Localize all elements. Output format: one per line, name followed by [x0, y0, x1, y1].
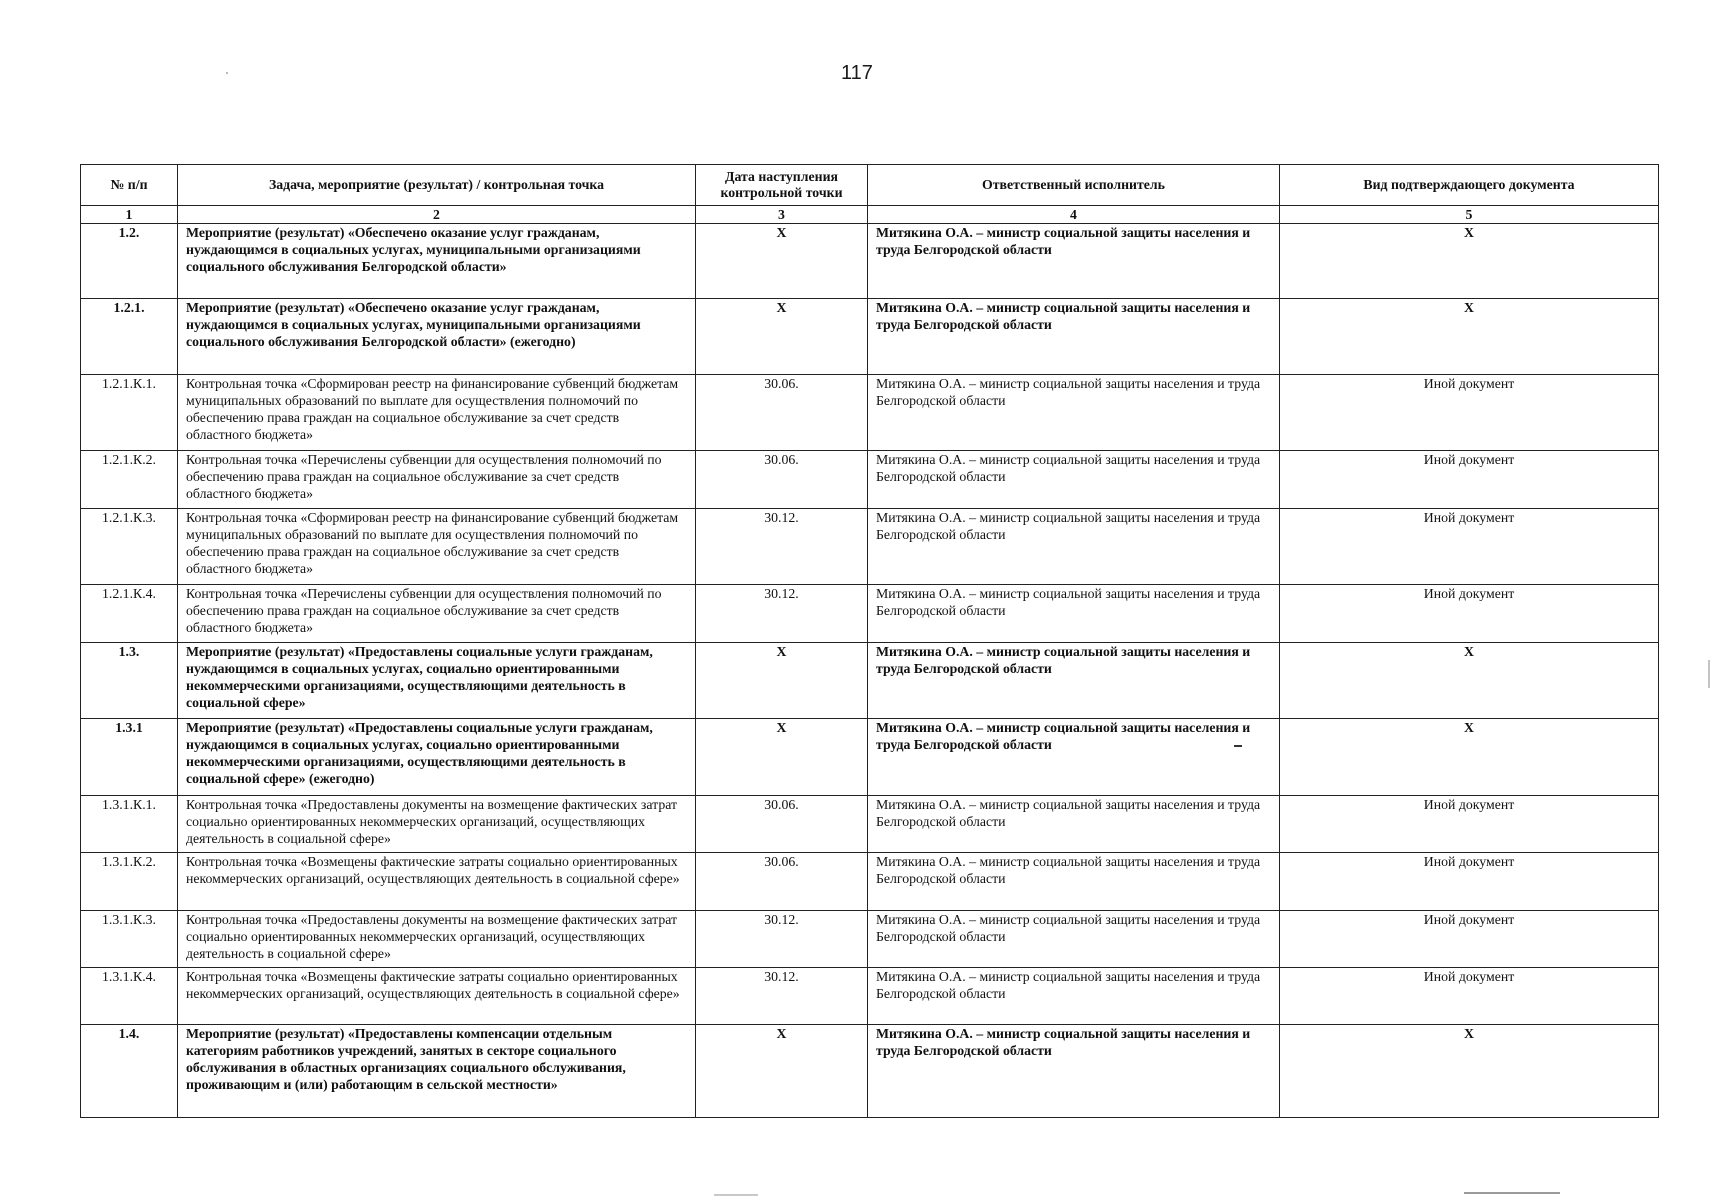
row-document: Х: [1280, 299, 1659, 375]
row-number: 1.2.1.: [81, 299, 178, 375]
table-row: [81, 796, 1659, 853]
table-header-row: [81, 165, 1659, 206]
row-number: 1.3.1.К.3.: [81, 911, 178, 968]
column-number: 2: [178, 206, 696, 224]
scan-mark: [1234, 745, 1242, 747]
row-number: 1.3.: [81, 643, 178, 719]
table-row: [81, 719, 1659, 796]
row-date: 30.12.: [696, 968, 868, 1025]
row-document: Иной документ: [1280, 796, 1659, 853]
row-task: Контрольная точка «Сформирован реестр на финансирование субвенций бюджетам муниципальных образований по выплате для осуществления полномочий по обеспечению права граждан на социальное обслуживание за счет средств областного бюджета»: [178, 375, 696, 451]
row-number: 1.3.1.К.2.: [81, 853, 178, 911]
row-task: Мероприятие (результат) «Обеспечено оказание услуг гражданам, нуждающимся в социальных услугах, муниципальными организациями социального обслуживания Белгородской области»: [178, 224, 696, 299]
column-number: 3: [696, 206, 868, 224]
table-row: [81, 299, 1659, 375]
row-number: 1.3.1.К.1.: [81, 796, 178, 853]
row-executor: Митякина О.А. – министр социальной защиты населения и труда Белгородской области: [868, 719, 1280, 796]
row-task: Контрольная точка «Возмещены фактические затраты социально ориентированных некоммерческих организаций, осуществляющих деятельность в социальной сфере»: [178, 968, 696, 1025]
row-task: Контрольная точка «Предоставлены документы на возмещение фактических затрат социально ориентированных некоммерческих организаций, осуществляющих деятельность в социальной сфере»: [178, 796, 696, 853]
table-row: [81, 509, 1659, 585]
table-row: [81, 1025, 1659, 1118]
row-date: 30.12.: [696, 509, 868, 585]
row-document: Х: [1280, 224, 1659, 299]
scan-mark: [1708, 660, 1710, 688]
header-num: № п/п: [81, 165, 178, 206]
table-row: [81, 585, 1659, 643]
table-row: [81, 375, 1659, 451]
row-executor: Митякина О.А. – министр социальной защиты населения и труда Белгородской области: [868, 968, 1280, 1025]
row-executor: Митякина О.А. – министр социальной защиты населения и труда Белгородской области: [868, 509, 1280, 585]
row-date: Х: [696, 224, 868, 299]
row-document: Иной документ: [1280, 853, 1659, 911]
row-task: Мероприятие (результат) «Обеспечено оказание услуг гражданам, нуждающимся в социальных услугах, муниципальными организациями социального обслуживания Белгородской области» (ежегодно): [178, 299, 696, 375]
table-row: [81, 451, 1659, 509]
header-document: Вид подтверждающего документа: [1280, 165, 1659, 206]
row-executor: Митякина О.А. – министр социальной защиты населения и труда Белгородской области: [868, 796, 1280, 853]
row-task: Контрольная точка «Перечислены субвенции для осуществления полномочий по обеспечению права граждан на социальное обслуживание за счет средств областного бюджета»: [178, 585, 696, 643]
row-task: Мероприятие (результат) «Предоставлены социальные услуги гражданам, нуждающимся в социальных услугах, социально ориентированными некоммерческими организациями, осуществляющими деятельность в социальной сфере»: [178, 643, 696, 719]
row-executor: Митякина О.А. – министр социальной защиты населения и труда Белгородской области: [868, 643, 1280, 719]
row-date: Х: [696, 1025, 868, 1118]
row-document: Иной документ: [1280, 585, 1659, 643]
row-task: Контрольная точка «Сформирован реестр на финансирование субвенций бюджетам муниципальных образований по выплате для осуществления полномочий по обеспечению права граждан на социальное обслуживание за счет средств областного бюджета»: [178, 509, 696, 585]
table-row: [81, 643, 1659, 719]
row-task: Контрольная точка «Возмещены фактические затраты социально ориентированных некоммерческих организаций, осуществляющих деятельность в социальной сфере»: [178, 853, 696, 911]
row-date: 30.12.: [696, 585, 868, 643]
row-number: 1.2.1.К.4.: [81, 585, 178, 643]
table-row: [81, 968, 1659, 1025]
row-number: 1.4.: [81, 1025, 178, 1118]
row-date: Х: [696, 299, 868, 375]
row-date: Х: [696, 643, 868, 719]
row-document: Иной документ: [1280, 375, 1659, 451]
row-executor: Митякина О.А. – министр социальной защиты населения и труда Белгородской области: [868, 451, 1280, 509]
column-number: 4: [868, 206, 1280, 224]
column-number: 1: [81, 206, 178, 224]
control-points-table: [80, 164, 1659, 1118]
row-date: 30.06.: [696, 451, 868, 509]
scan-speck: [226, 72, 228, 74]
row-executor: Митякина О.А. – министр социальной защиты населения и труда Белгородской области: [868, 853, 1280, 911]
row-document: Х: [1280, 719, 1659, 796]
row-number: 1.2.1.К.1.: [81, 375, 178, 451]
row-number: 1.2.1.К.2.: [81, 451, 178, 509]
row-task: Контрольная точка «Предоставлены документы на возмещение фактических затрат социально ориентированных некоммерческих организаций, осуществляющих деятельность в социальной сфере»: [178, 911, 696, 968]
row-executor: Митякина О.А. – министр социальной защиты населения и труда Белгородской области: [868, 911, 1280, 968]
row-executor: Митякина О.А. – министр социальной защиты населения и труда Белгородской области: [868, 375, 1280, 451]
column-number: 5: [1280, 206, 1659, 224]
row-task: Контрольная точка «Перечислены субвенции для осуществления полномочий по обеспечению права граждан на социальное обслуживание за счет средств областного бюджета»: [178, 451, 696, 509]
row-task: Мероприятие (результат) «Предоставлены социальные услуги гражданам, нуждающимся в социальных услугах, социально ориентированными некоммерческими организациями, осуществляющими деятельность в социальной сфере» (ежегодно): [178, 719, 696, 796]
row-date: 30.06.: [696, 853, 868, 911]
row-document: Иной документ: [1280, 451, 1659, 509]
table-row: [81, 911, 1659, 968]
header-task: Задача, мероприятие (результат) / контрольная точка: [178, 165, 696, 206]
row-number: 1.2.1.К.3.: [81, 509, 178, 585]
row-number: 1.3.1: [81, 719, 178, 796]
row-document: Иной документ: [1280, 509, 1659, 585]
row-date: 30.12.: [696, 911, 868, 968]
row-document: Х: [1280, 1025, 1659, 1118]
header-executor: Ответственный исполнитель: [868, 165, 1280, 206]
scan-mark: [714, 1194, 758, 1196]
table-row: [81, 224, 1659, 299]
table-row: [81, 853, 1659, 911]
row-number: 1.3.1.К.4.: [81, 968, 178, 1025]
header-date: Дата наступления контрольной точки: [696, 165, 868, 206]
row-document: Х: [1280, 643, 1659, 719]
scan-mark: [1464, 1192, 1560, 1194]
row-date: 30.06.: [696, 375, 868, 451]
row-executor: Митякина О.А. – министр социальной защиты населения и труда Белгородской области: [868, 1025, 1280, 1118]
row-executor: Митякина О.А. – министр социальной защиты населения и труда Белгородской области: [868, 585, 1280, 643]
row-document: Иной документ: [1280, 911, 1659, 968]
row-document: Иной документ: [1280, 968, 1659, 1025]
row-task: Мероприятие (результат) «Предоставлены компенсации отдельным категориям работников учреждений, занятых в секторе социального обслуживания в областных организациях социального обслуживания, проживающим и (или) работающим в сельской местности»: [178, 1025, 696, 1118]
row-executor: Митякина О.А. – министр социальной защиты населения и труда Белгородской области: [868, 299, 1280, 375]
row-number: 1.2.: [81, 224, 178, 299]
row-date: Х: [696, 719, 868, 796]
row-date: 30.06.: [696, 796, 868, 853]
row-executor: Митякина О.А. – министр социальной защиты населения и труда Белгородской области: [868, 224, 1280, 299]
column-number-row: [81, 206, 1659, 224]
page-number: 117: [841, 62, 873, 84]
